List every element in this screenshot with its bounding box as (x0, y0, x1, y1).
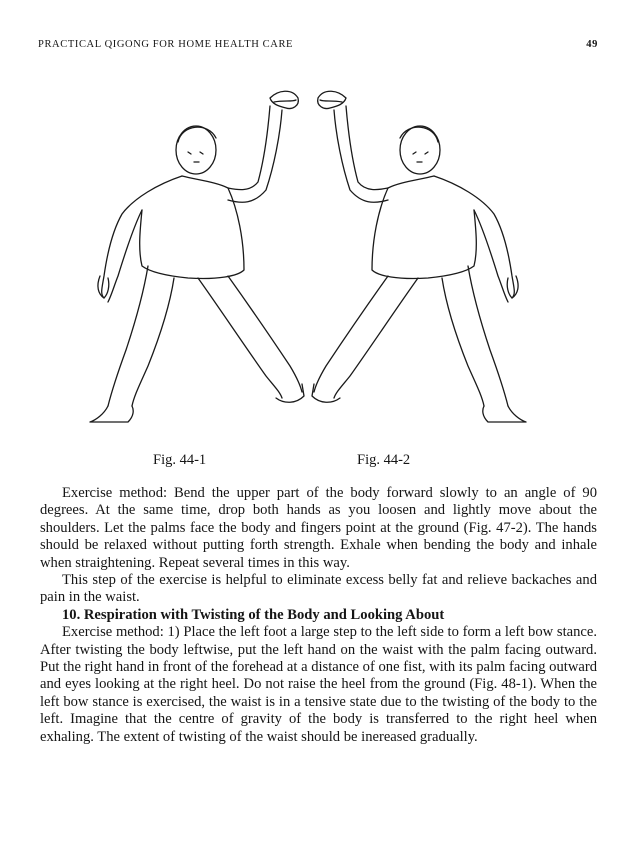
qigong-figure-illustration (78, 80, 308, 430)
qigong-figure-illustration-mirrored (308, 80, 538, 430)
figure-caption-left: Fig. 44-1 (153, 452, 207, 468)
paragraph-benefits: This step of the exercise is helpful to eliminate excess belly fat and relieve backaches and pain in the waist. (40, 572, 597, 606)
paragraph-exercise-method: Exercise method: Bend the upper part of the body forward slowly to an angle of 90 degrees. At the same time, drop both hands as you loosen and lightly move about the shoulders. Let the palms face the body and fingers point at the ground (Fig. 47-2). The hands should be relaxed without putting forth strength. Exhale when bending the body and inhale when straightening. Repeat several times in this way. (40, 485, 597, 571)
running-head (38, 39, 598, 53)
body-text (40, 485, 597, 746)
figure-caption-right: Fig. 44-2 (357, 452, 411, 468)
paragraph-respiration-method: Exercise method: 1) Place the left foot a large step to the left side to form a left bow stance. After twisting the body leftwise, put the left hand on the waist with the palm facing outward. Put the right hand in front of the forehead at a distance of one fist, with its palm facing outward and eyes looking at the right heel. Do not raise the heel from the ground (Fig. 48-1). When the left bow stance is exercised, the waist is in a tensive state due to the twisting of the body to the left. Imagine that the centre of gravity of the body is transferred to the right heel when exhaling. The extent of twisting of the waist should be inereased gradually. (40, 624, 597, 745)
page-number: 49 (586, 39, 598, 50)
section-heading: 10. Respiration with Twisting of the Body and Looking About (62, 606, 445, 623)
figures (60, 80, 580, 440)
running-title: PRACTICAL QIGONG FOR HOME HEALTH CARE (38, 39, 294, 50)
